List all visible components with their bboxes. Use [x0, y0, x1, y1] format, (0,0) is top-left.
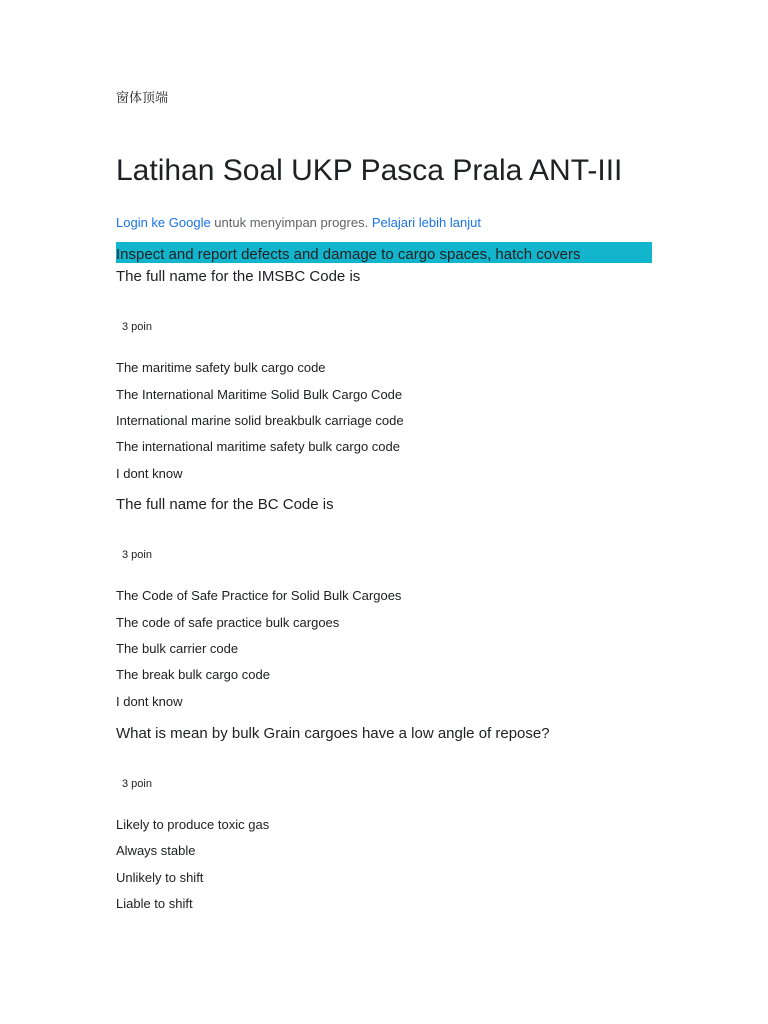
- option-item[interactable]: I dont know: [116, 466, 183, 481]
- question-text: The full name for the BC Code is: [116, 496, 334, 513]
- option-item[interactable]: The code of safe practice bulk cargoes: [116, 615, 340, 630]
- window-top-label: 窗体顶端: [116, 91, 169, 106]
- form-title: Latihan Soal UKP Pasca Prala ANT-III: [116, 154, 623, 187]
- option-item[interactable]: The maritime safety bulk cargo code: [116, 360, 326, 375]
- question-3: [116, 724, 676, 744]
- section-header: Inspect and report defects and damage to cargo spaces, hatch covers: [116, 242, 652, 263]
- option-item[interactable]: I dont know: [116, 694, 183, 709]
- option-item[interactable]: The Code of Safe Practice for Solid Bulk Cargoes: [116, 588, 402, 603]
- question-1: [116, 267, 676, 287]
- option-item[interactable]: Always stable: [116, 843, 196, 858]
- question-text: The full name for the IMSBC Code is: [116, 268, 361, 285]
- question-2: [116, 495, 676, 515]
- option-item[interactable]: The International Maritime Solid Bulk Cargo Code: [116, 387, 403, 402]
- question-text: What is mean by bulk Grain cargoes have a low angle of repose?: [116, 725, 550, 742]
- option-item[interactable]: International marine solid breakbulk carriage code: [116, 413, 404, 428]
- learn-more-link[interactable]: Pelajari lebih lanjut: [371, 215, 481, 230]
- login-notice-text: untuk menyimpan progres.: [210, 215, 372, 230]
- option-item[interactable]: Liable to shift: [116, 896, 193, 911]
- question-points: 3 poin: [122, 321, 152, 333]
- question-points: 3 poin: [122, 778, 152, 790]
- login-notice: [116, 215, 481, 230]
- question-points: 3 poin: [122, 549, 152, 561]
- option-item[interactable]: The bulk carrier code: [116, 641, 239, 656]
- login-google-link[interactable]: Login ke Google: [116, 215, 211, 230]
- option-item[interactable]: The break bulk cargo code: [116, 667, 270, 682]
- option-item[interactable]: The international maritime safety bulk cargo code: [116, 439, 400, 454]
- option-item[interactable]: Unlikely to shift: [116, 870, 204, 885]
- option-item[interactable]: Likely to produce toxic gas: [116, 817, 270, 832]
